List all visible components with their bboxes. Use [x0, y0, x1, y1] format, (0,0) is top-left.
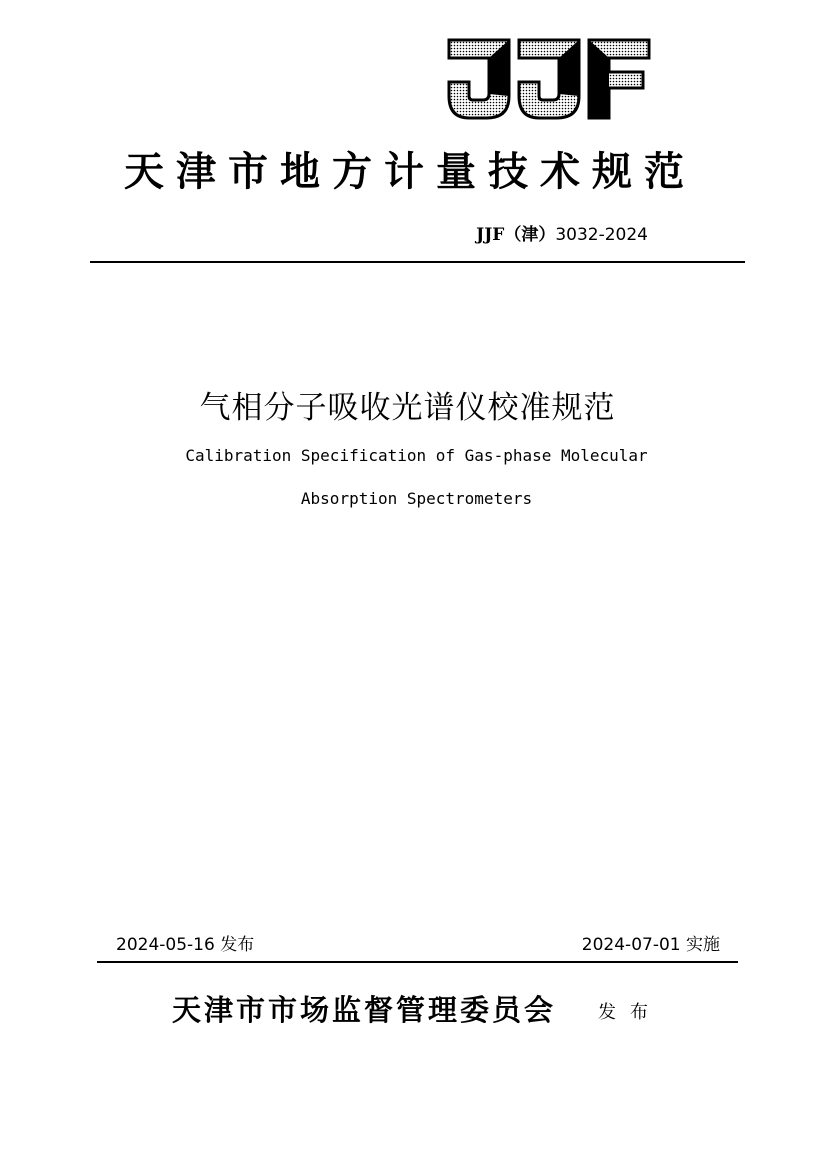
top-divider — [90, 261, 745, 263]
doc-number-prefix: JJF（津） — [476, 225, 556, 245]
title-english-line2: Absorption Spectrometers — [300, 489, 533, 508]
org-title: 天津市地方计量技术规范 — [124, 148, 696, 195]
publish-label: 发布 — [598, 1002, 662, 1023]
title-english-line1: Calibration Specification of Gas-phase Molecular — [185, 446, 648, 465]
doc-number — [476, 220, 648, 245]
title-chinese: 气相分子吸收光谱仪校准规范 — [199, 390, 616, 426]
publisher: 天津市市场监督管理委员会 — [172, 993, 557, 1027]
doc-number-value: 3032-2024 — [555, 225, 648, 245]
jjf-logo — [447, 38, 651, 120]
issue-date: 2024-05-16 发布 — [116, 935, 255, 955]
bottom-divider — [97, 961, 738, 963]
effective-date: 2024-07-01 实施 — [581, 935, 720, 955]
